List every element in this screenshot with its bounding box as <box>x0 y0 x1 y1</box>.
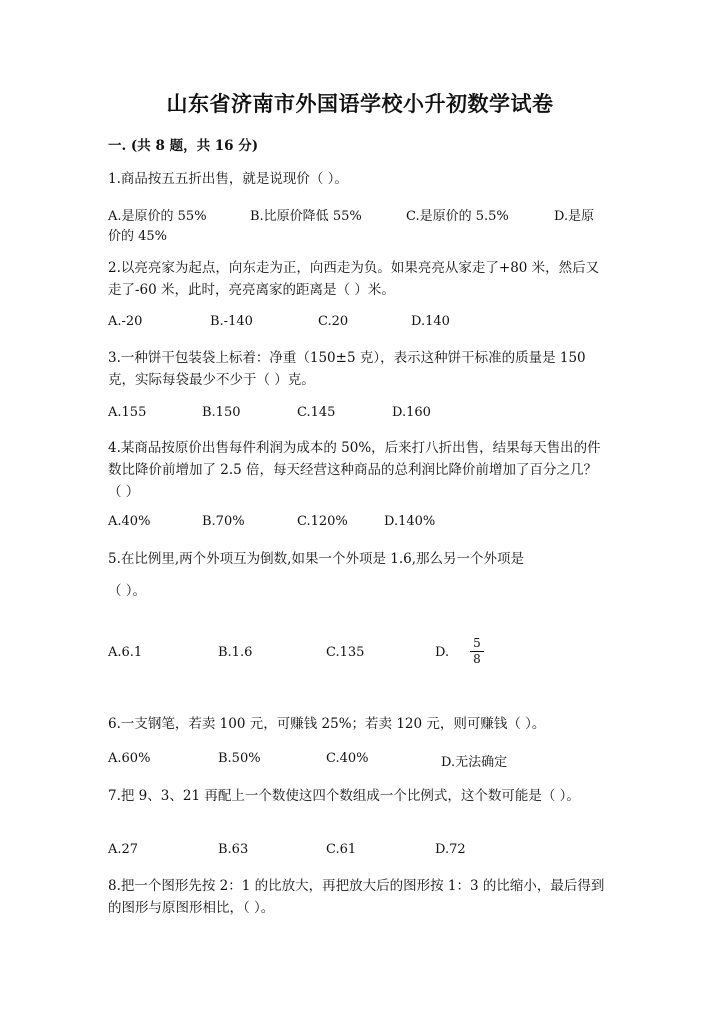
question-6-stem: 6.一支钢笔，若卖 100 元，可赚钱 25%；若卖 120 元，则可赚钱（ ）。 <box>108 716 546 732</box>
option-c[interactable]: C.是原价的 5.5% <box>406 209 509 224</box>
fraction-numerator: 5 <box>473 636 481 650</box>
option-a[interactable]: A.60% <box>108 751 151 766</box>
page-title: 山东省济南市外国语学校小升初数学试卷 <box>166 91 554 116</box>
question-3-stem: 3.一种饼干包装袋上标着：净重（150±5 克），表示这种饼干标准的质量是 150 克，实际每袋最少不少于（ ）克。 <box>108 350 586 388</box>
option-a[interactable]: A.6.1 <box>108 645 143 660</box>
option-a[interactable]: A.是原价的 55% <box>108 209 207 224</box>
option-d[interactable]: D.无法确定 <box>441 755 508 770</box>
option-d[interactable]: D.是原 <box>554 209 595 224</box>
option-d[interactable]: D.72 <box>435 842 466 857</box>
question-1-option-d-wrap: 价的 45% <box>108 229 168 244</box>
option-a[interactable]: A.-20 <box>108 314 143 329</box>
question-7-options <box>108 842 608 864</box>
option-a[interactable]: A.27 <box>108 842 139 857</box>
question-6-options <box>108 751 608 773</box>
option-c[interactable]: C.40% <box>326 751 369 766</box>
fraction-denominator: 8 <box>473 652 481 666</box>
question-4-stem: 4.某商品按原价出售每件利润为成本的 50%，后来打八折出售，结果每天售出的件数比降价前增加了 2.5 倍，每天经营这种商品的总利润比降价前增加了百分之几？（ ） <box>108 440 601 500</box>
option-d[interactable]: D.160 <box>392 405 431 420</box>
question-8-stem: 8.把一个图形先按 2：1 的比放大，再把放大后的图形按 1：3 的比缩小，最后得到的图形与原图形相比，（ ）。 <box>108 878 605 916</box>
option-c[interactable]: C.120% <box>297 514 348 529</box>
question-1-options <box>108 205 608 227</box>
option-b[interactable]: B.63 <box>218 842 249 857</box>
option-d[interactable]: D.140 <box>411 314 450 329</box>
option-b[interactable]: B.50% <box>218 751 261 766</box>
option-d[interactable]: D. <box>435 645 450 660</box>
question-3-options <box>108 405 608 427</box>
option-b[interactable]: B.70% <box>202 514 245 529</box>
question-4-options <box>108 514 608 536</box>
option-b[interactable]: B.1.6 <box>218 645 253 660</box>
question-2-options <box>108 314 608 336</box>
option-b[interactable]: B.-140 <box>210 314 253 329</box>
option-c[interactable]: C.20 <box>318 314 349 329</box>
question-1-stem: 1.商品按五五折出售，就是说现价（ ）。 <box>108 171 348 187</box>
option-a[interactable]: A.40% <box>108 514 151 529</box>
question-5-options <box>108 636 608 667</box>
option-c[interactable]: C.61 <box>326 842 357 857</box>
question-5-stem: 5.在比例里,两个外项互为倒数,如果一个外项是 1.6,那么另一个外项是 <box>108 551 525 567</box>
option-b[interactable]: B.比原价降低 55% <box>250 209 362 224</box>
option-c[interactable]: C.145 <box>297 405 336 420</box>
option-b[interactable]: B.150 <box>202 405 241 420</box>
option-a[interactable]: A.155 <box>108 405 147 420</box>
option-d-fraction <box>470 637 484 666</box>
option-c[interactable]: C.135 <box>326 645 365 660</box>
section-header: 一. (共 8 题，共 16 分) <box>108 138 259 154</box>
option-d[interactable]: D.140% <box>384 514 436 529</box>
question-7-stem: 7.把 9、3、21 再配上一个数使这四个数组成一个比例式，这个数可能是（ ）。 <box>108 788 580 804</box>
question-5-stem-cont: （ ）。 <box>108 583 147 599</box>
question-2-stem: 2.以亮亮家为起点，向东走为正，向西走为负。如果亮亮从家走了+80 米，然后又走了-60 米，此时，亮亮离家的距离是（ ）米。 <box>108 260 600 298</box>
